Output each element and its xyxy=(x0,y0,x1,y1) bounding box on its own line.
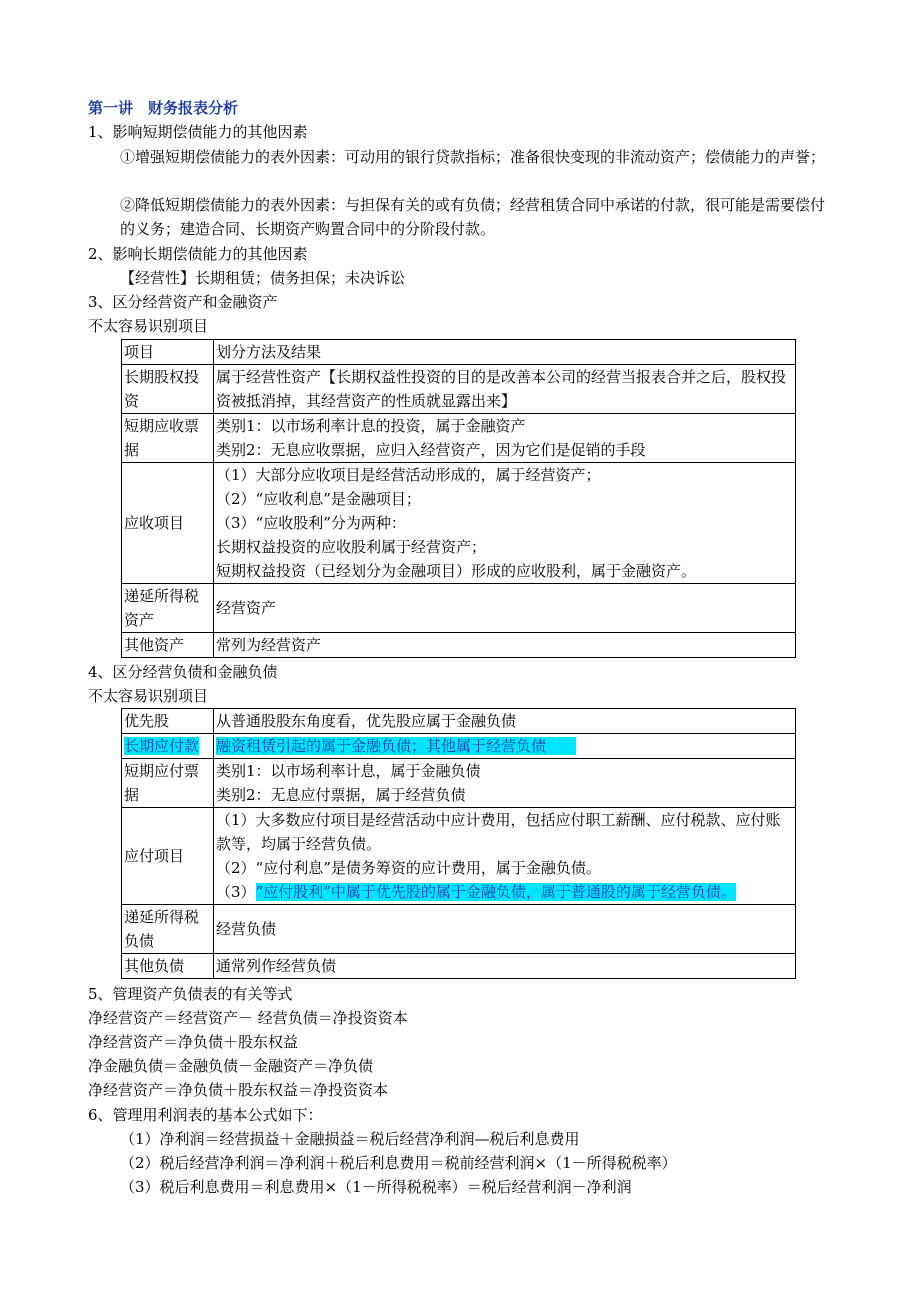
table-cell-key: 短期应付票据 xyxy=(122,759,214,808)
cell-line xyxy=(216,880,793,904)
section-1-para-1 xyxy=(120,145,840,169)
cell-line: （2）“应付利息”是债务筹资的应计费用，属于金融负债。 xyxy=(216,859,601,877)
cell-line: 类别2：无息应付票据，属于经营负债 xyxy=(216,786,466,804)
table-row xyxy=(122,414,796,463)
table-cell-key xyxy=(122,734,214,759)
table-cell-value: 经营资产 xyxy=(214,584,796,633)
table-row xyxy=(122,709,796,734)
highlighted-text: 融资租赁引起的属于金融负债；其他属于经营负债 xyxy=(216,737,576,755)
table-cell-key: 短期应收票据 xyxy=(122,414,214,463)
cell-line: （1）大多数应付项目是经营活动中应计费用，包括应付职工薪酬、应付税款、应付账款等，均属于经营负债。 xyxy=(216,811,781,853)
cell-line: 短期权益投资（已经划分为金融项目）形成的应收股利，属于金融资产。 xyxy=(216,562,697,580)
section-4-title: 4、区分经营负债和金融负债 xyxy=(88,663,278,681)
table-cell-value: 从普通股股东角度看，优先股应属于金融负债 xyxy=(214,709,796,734)
table-cell-value xyxy=(214,734,796,759)
cell-line: 类别1：以市场利率计息的投资，属于金融资产 xyxy=(216,417,526,435)
section-3-subtitle: 不太容易识别项目 xyxy=(88,317,209,335)
section-1-para-1-text: ①增强短期偿债能力的表外因素：可动用的银行贷款指标；准备很快变现的非流动资产；偿债能力的声誉； xyxy=(120,148,826,166)
asset-classification-table xyxy=(121,339,796,658)
section-1-para-2 xyxy=(120,193,840,241)
table-row xyxy=(122,584,796,633)
cell-line: （1）大部分应收项目是经营活动形成的，属于经营资产； xyxy=(216,466,601,484)
cell-line: 类别2：无息应收票据，应归入经营资产，因为它们是促销的手段 xyxy=(216,441,646,459)
formula: （1）净利润＝经营损益＋金融损益＝税后经营净利润—税后利息费用 xyxy=(120,1130,580,1148)
table-cell-value xyxy=(214,808,796,905)
equation: 净经营资产＝净负债＋股东权益 xyxy=(88,1033,299,1051)
section-1-para-2-text: ②降低短期偿债能力的表外因素：与担保有关的或有负债；经营租赁合同中承诺的付款，很可能是需要偿付的义务；建造合同、长期资产购置合同中的分阶段付款。 xyxy=(120,196,826,238)
table-row xyxy=(122,759,796,808)
table-cell-value: 常列为经营资产 xyxy=(214,633,796,658)
cell-line: （3）“应收股利”分为两种： xyxy=(216,514,406,532)
liability-classification-table xyxy=(121,708,796,979)
formula: （2）税后经营净利润＝净利润＋税后利息费用＝税前经营利润×（1－所得税税率） xyxy=(120,1154,677,1172)
table-cell-key: 应付项目 xyxy=(122,808,214,905)
table-cell-key: 长期股权投资 xyxy=(122,365,214,414)
table-row xyxy=(122,633,796,658)
highlighted-text: 长期应付款 xyxy=(124,737,200,755)
table-cell-value: 通常列作经营负债 xyxy=(214,954,796,979)
table-row xyxy=(122,340,796,365)
highlighted-text: “应付股利”中属于优先股的属于金融负债，属于普通股的属于经营负债。 xyxy=(255,883,736,901)
table-cell-value: 经营负债 xyxy=(214,905,796,954)
cell-line: （2）“应收利息”是金融项目； xyxy=(216,490,421,508)
section-6-title: 6、管理用利润表的基本公式如下： xyxy=(88,1106,323,1124)
table-cell-key: 递延所得税资产 xyxy=(122,584,214,633)
equation: 净金融负债＝金融负债－金融资产＝净负债 xyxy=(88,1057,374,1075)
table-row xyxy=(122,734,796,759)
page-title: 第一讲 财务报表分析 xyxy=(88,99,239,117)
table-cell-key: 递延所得税负债 xyxy=(122,905,214,954)
table-cell-key: 项目 xyxy=(122,340,214,365)
section-2-title: 2、影响长期偿债能力的其他因素 xyxy=(88,245,308,263)
table-row xyxy=(122,463,796,584)
table-cell-key: 其他负债 xyxy=(122,954,214,979)
equation: 净经营资产＝经营资产－ 经营负债＝净投资资本 xyxy=(88,1009,408,1027)
table-cell-key: 应收项目 xyxy=(122,463,214,584)
table-row xyxy=(122,808,796,905)
section-3-title: 3、区分经营资产和金融资产 xyxy=(88,293,278,311)
table-cell-value xyxy=(214,414,796,463)
item-number: （3） xyxy=(216,883,256,901)
section-1-title: 1、影响短期偿债能力的其他因素 xyxy=(88,123,308,141)
table-row xyxy=(122,365,796,414)
table-cell-value: 划分方法及结果 xyxy=(214,340,796,365)
formula: （3）税后利息费用＝利息费用×（1－所得税税率）＝税后经营利润－净利润 xyxy=(120,1178,632,1196)
table-cell-value xyxy=(214,463,796,584)
table-cell-key: 优先股 xyxy=(122,709,214,734)
table-row xyxy=(122,954,796,979)
section-4-subtitle: 不太容易识别项目 xyxy=(88,687,209,705)
table-row xyxy=(122,905,796,954)
equation: 净经营资产＝净负债＋股东权益＝净投资资本 xyxy=(88,1081,389,1099)
cell-line: 长期权益投资的应收股利属于经营资产； xyxy=(216,538,487,556)
table-cell-value: 属于经营性资产【长期权益性投资的目的是改善本公司的经营当报表合并之后，股权投资被抵消掉，其经营资产的性质就显露出来】 xyxy=(214,365,796,414)
section-5-title: 5、管理资产负债表的有关等式 xyxy=(88,985,293,1003)
table-cell-key: 其他资产 xyxy=(122,633,214,658)
table-cell-value xyxy=(214,759,796,808)
cell-line: 类别1：以市场利率计息，属于金融负债 xyxy=(216,762,481,780)
section-2-para-1: 【经营性】长期租赁；债务担保；未决诉讼 xyxy=(120,269,406,287)
